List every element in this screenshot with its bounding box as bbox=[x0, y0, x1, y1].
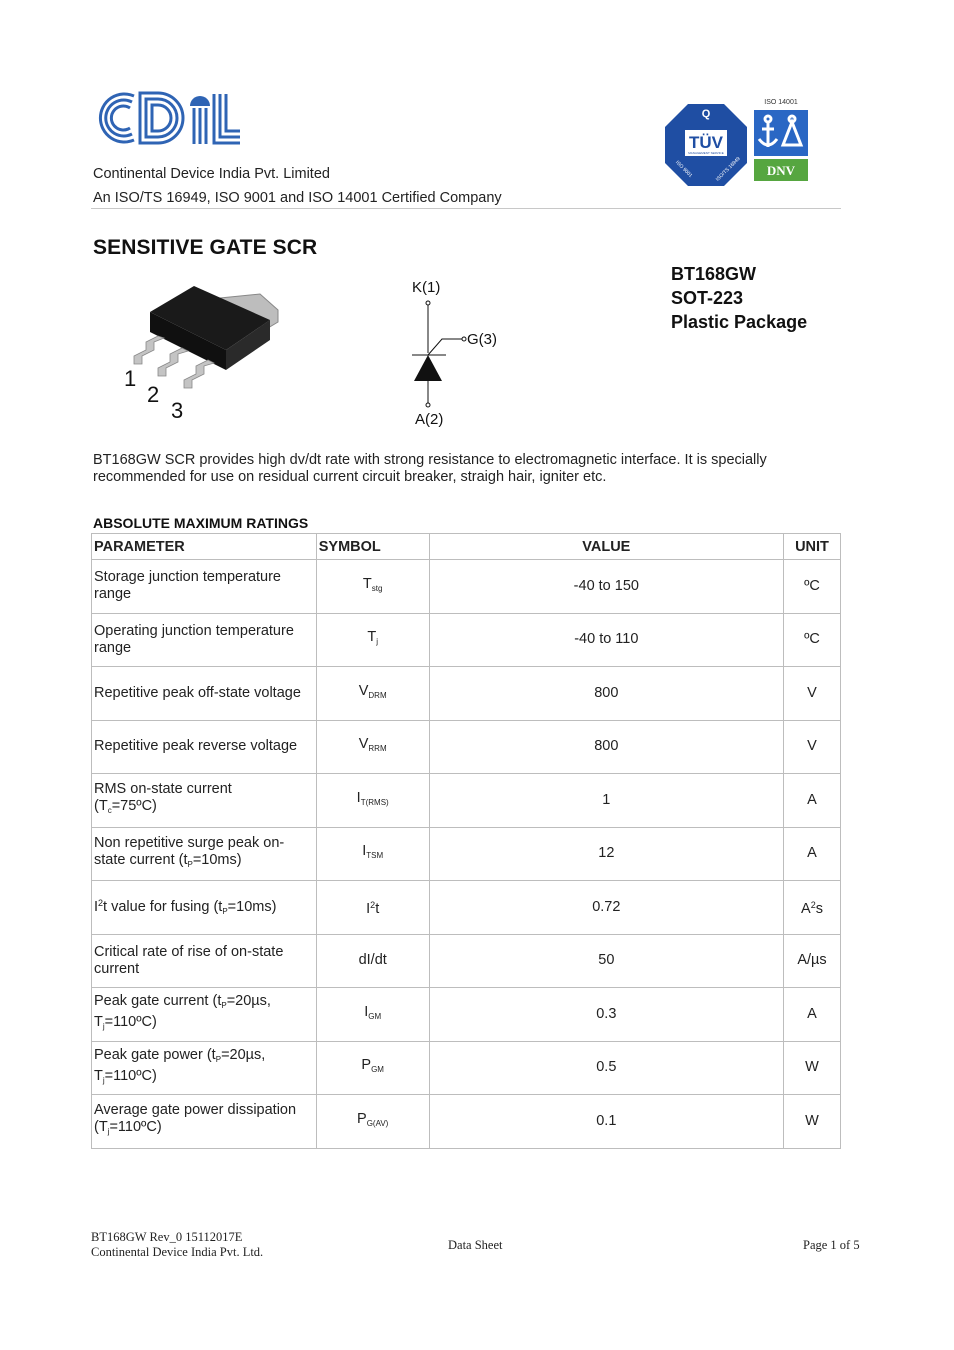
unit-cell: V bbox=[784, 720, 841, 774]
value-cell: 1 bbox=[429, 774, 783, 828]
param-cell: Repetitive peak reverse voltage bbox=[92, 720, 317, 774]
symbol-cell: $I_{T(RMS)}$ bbox=[316, 774, 429, 828]
table-row bbox=[92, 667, 841, 721]
absolute-maximum-ratings-table bbox=[91, 533, 841, 1149]
gate-label: G(3) bbox=[467, 331, 497, 348]
table-row bbox=[92, 934, 841, 988]
symbol-cell: $I_{TSM}$ bbox=[316, 827, 429, 881]
package-name: SOT-223 bbox=[671, 288, 744, 308]
symbol-cell: dI/dt bbox=[316, 934, 429, 988]
unit-cell: ºC bbox=[784, 613, 841, 667]
unit-cell: W bbox=[784, 1041, 841, 1095]
param-cell: Non repetitive surge peak on-state current $(t_P=10ms)$ bbox=[92, 827, 317, 881]
company-name: Continental Device India Pvt. Limited bbox=[93, 166, 330, 182]
symbol-cell: $V_{DRM}$ bbox=[316, 667, 429, 721]
unit-cell: ºC bbox=[784, 560, 841, 614]
dnv-logo bbox=[752, 99, 810, 185]
value-cell: -40 to 150 bbox=[429, 560, 783, 614]
table-row bbox=[92, 560, 841, 614]
table-row bbox=[92, 988, 841, 1042]
param-cell: Operating junction temperature range bbox=[92, 613, 317, 667]
tuv-subtext: MANAGEMENT SERVICE bbox=[688, 151, 724, 155]
symbol-cell: $I^2t$ bbox=[316, 881, 429, 935]
sot223-package-icon bbox=[120, 280, 290, 425]
part-info bbox=[671, 262, 807, 334]
footer-page-number: Page 1 of 5 bbox=[803, 1238, 860, 1252]
column-header-value: VALUE bbox=[429, 534, 783, 560]
param-cell: Peak gate power ($t_P=20\mu s$, $T_j=110ºC$) bbox=[92, 1041, 317, 1095]
value-cell: 0.3 bbox=[429, 988, 783, 1042]
param-cell: RMS on-state current $(T_c=75ºC)$ bbox=[92, 774, 317, 828]
column-header-unit: UNIT bbox=[784, 534, 841, 560]
param-cell: Storage junction temperature range bbox=[92, 560, 317, 614]
header-divider bbox=[91, 208, 841, 209]
symbol-cell: $P_{GM}$ bbox=[316, 1041, 429, 1095]
value-cell: -40 to 110 bbox=[429, 613, 783, 667]
table-row bbox=[92, 720, 841, 774]
unit-cell: A bbox=[784, 827, 841, 881]
symbol-cell: $I_{GM}$ bbox=[316, 988, 429, 1042]
value-cell: 800 bbox=[429, 667, 783, 721]
unit-cell: W bbox=[784, 1095, 841, 1149]
table-row bbox=[92, 881, 841, 935]
unit-cell: $A^2s$ bbox=[784, 881, 841, 935]
param-cell: $I^2t$ value for fusing $(t_P=10ms)$ bbox=[92, 881, 317, 935]
param-cell: Peak gate current ($t_P=20\mu s$, $T_j=110ºC$) bbox=[92, 988, 317, 1042]
tuv-left-label: ISO 9001 bbox=[674, 159, 694, 179]
tuv-top-letter: Q bbox=[701, 108, 711, 120]
product-description: BT168GW SCR provides high dv/dt rate with strong resistance to electromagnetic interface. It is specially recommended for use on residual current circuit breaker, straigh hair, igniter etc. bbox=[93, 452, 767, 485]
column-header-symbol: SYMBOL bbox=[316, 534, 429, 560]
dnv-text: DNV bbox=[766, 163, 796, 178]
unit-cell: V bbox=[784, 667, 841, 721]
package-type: Plastic Package bbox=[671, 312, 808, 332]
cdil-logo-icon bbox=[90, 88, 242, 148]
value-cell: 0.72 bbox=[429, 881, 783, 935]
value-cell: 0.1 bbox=[429, 1095, 783, 1149]
value-cell: 50 bbox=[429, 934, 783, 988]
cdil-logo bbox=[90, 88, 242, 148]
pin-label-3: 3 bbox=[171, 398, 184, 423]
unit-cell: A bbox=[784, 988, 841, 1042]
table-row bbox=[92, 613, 841, 667]
table-row bbox=[92, 774, 841, 828]
dnv-anchor-icon bbox=[752, 109, 808, 183]
column-header-parameter: PARAMETER bbox=[92, 534, 317, 560]
scr-schematic bbox=[400, 275, 510, 430]
symbol-cell: $T_{stg}$ bbox=[316, 560, 429, 614]
tuv-badge-icon bbox=[663, 102, 749, 188]
footer-company: Continental Device India Pvt. Ltd. bbox=[91, 1245, 264, 1259]
param-cell: Critical rate of rise of on-state current bbox=[92, 934, 317, 988]
symbol-cell: $V_{RRM}$ bbox=[316, 720, 429, 774]
tuv-text: TÜV bbox=[689, 133, 723, 152]
pin-label-2: 2 bbox=[147, 382, 160, 407]
page-title: SENSITIVE GATE SCR bbox=[93, 236, 318, 259]
pin-label-1: 1 bbox=[124, 366, 137, 391]
param-cell: Average gate power dissipation $(T_j=110ºC)$ bbox=[92, 1095, 317, 1149]
tuv-right-label: ISO/TS 16949 bbox=[714, 155, 742, 183]
param-cell: Repetitive peak off-state voltage bbox=[92, 667, 317, 721]
certification-line: An ISO/TS 16949, ISO 9001 and ISO 14001 Certified Company bbox=[93, 190, 502, 206]
footer-doc-id: BT168GW Rev_0 15112017E bbox=[91, 1230, 243, 1244]
value-cell: 12 bbox=[429, 827, 783, 881]
table-row bbox=[92, 1041, 841, 1095]
unit-cell: A/µs bbox=[784, 934, 841, 988]
package-illustration bbox=[120, 280, 290, 425]
tuv-logo bbox=[663, 102, 749, 188]
table-row bbox=[92, 827, 841, 881]
cathode-label: K(1) bbox=[412, 279, 441, 296]
table-row bbox=[92, 1095, 841, 1149]
anode-label: A(2) bbox=[415, 411, 444, 428]
footer-left bbox=[91, 1230, 263, 1260]
symbol-cell: $T_j$ bbox=[316, 613, 429, 667]
part-number: BT168GW bbox=[671, 264, 757, 284]
dnv-caption: ISO 14001 bbox=[764, 99, 798, 106]
value-cell: 800 bbox=[429, 720, 783, 774]
unit-cell: A bbox=[784, 774, 841, 828]
table-header-row bbox=[92, 534, 841, 560]
value-cell: 0.5 bbox=[429, 1041, 783, 1095]
ratings-section-title: ABSOLUTE MAXIMUM RATINGS bbox=[93, 515, 309, 531]
scr-symbol-icon bbox=[400, 275, 510, 430]
symbol-cell: $P_{G(AV)}$ bbox=[316, 1095, 429, 1149]
footer-doc-type: Data Sheet bbox=[448, 1238, 503, 1252]
